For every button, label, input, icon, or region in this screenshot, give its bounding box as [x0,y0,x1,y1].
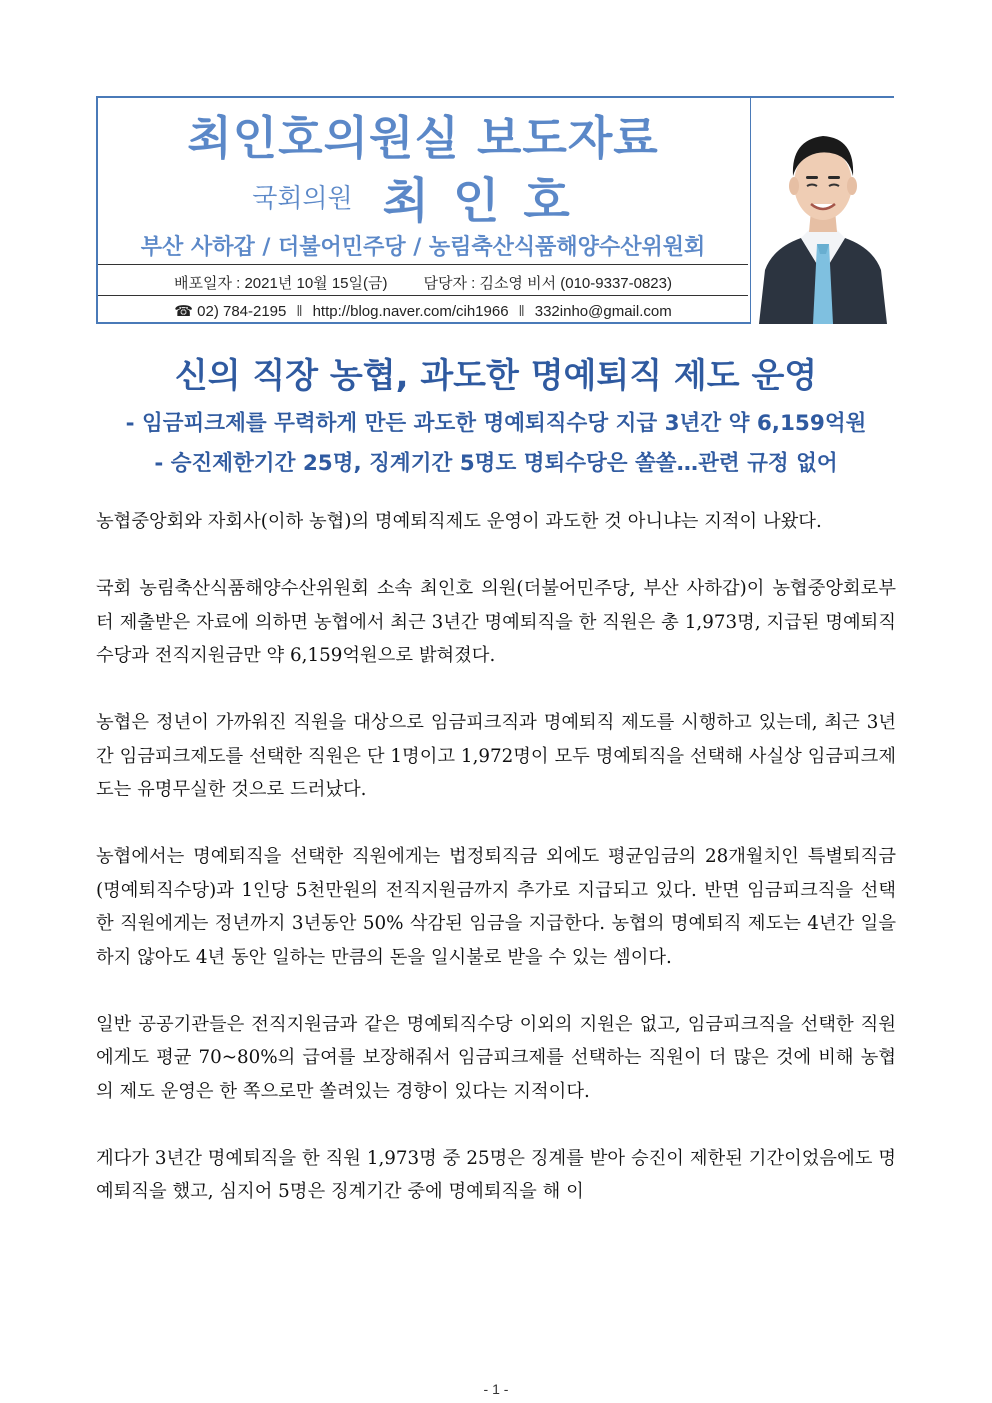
member-photo [750,98,894,324]
paragraph: 게다가 3년간 명예퇴직을 한 직원 1,973명 중 25명은 징계를 받아 승진이 제한된 기간이었음에도 명예퇴직을 했고, 심지어 5명은 징계기간 중에 명예퇴직을 해 이 [96,1147,896,1202]
headline: 신의 직장 농협, 과도한 명예퇴직 제도 운영 [174,356,818,396]
page-number: - 1 - [483,1381,509,1397]
email-link[interactable]: 332inho@gmail.com [534,303,672,320]
blog-link[interactable]: http://blog.naver.com/cih1966 [312,303,509,320]
paragraph: 일반 공공기관들은 전직지원금과 같은 명예퇴직수당 이외의 지원은 없고, 임금피크직을 선택한 직원에게도 평균 70~80%의 급여를 보장해줘서 임금피크제를 선택하는 직원이 더 많은 것에 비해 농협의 제도 운영은 한 쪽으로만 쏠려있는 경향이 있다는 지적이다. [96,1013,896,1102]
release-info [98,272,748,293]
affiliation: 부산 사하갑 / 더불어민주당 / 농림축산식품해양수산위원회 [140,235,706,260]
article-body [96,505,896,1209]
separator: ‖ [518,303,525,320]
phone: ☎ 02) 784-2195 [174,303,287,320]
divider [98,295,748,296]
separator: ‖ [296,303,303,320]
divider [98,264,748,265]
subheadline: - 임금피크제를 무력하게 만든 과도한 명예퇴직수당 지급 3년간 약 6,159억원 [125,411,867,436]
paragraph: 농협에서는 명예퇴직을 선택한 직원에게는 법정퇴직금 외에도 평균임금의 28개월치인 특별퇴직금(명예퇴직수당)과 1인당 5천만원의 전직지원금까지 추가로 지급되고 있다. 반면 임금피크직을 선택한 직원에게는 정년까지 3년동안 50% 삭감된 임금을 지급한다. 농협의 명예퇴직 제도는 4년간 일을 하지 않아도 4년 동안 일하는 만큼의 돈을 일시불로 받을 수 있는 셈이다. [96,846,896,968]
release-date: 배포일자 : 2021년 10월 15일(금) [173,275,388,292]
subheadline: - 승진제한기간 25명, 징계기간 5명도 명퇴수당은 쏠쏠…관련 규정 없어 [154,451,838,476]
office-title: 최인호의원실 보도자료 [187,111,659,165]
paragraph: 농협중앙회와 자회사(이하 농협)의 명예퇴직제도 운영이 과도한 것 아니냐는 지적이 나왔다. [96,511,822,532]
paragraph: 농협은 정년이 가까워진 직원을 대상으로 임금피크직과 명예퇴직 제도를 시행하고 있는데, 최근 3년간 임금피크제도를 선택한 직원은 단 1명이고 1,972명이 모두 명예퇴직을 선택해 사실상 임금피크제도는 유명무실한 것으로 드러났다. [96,712,896,800]
member-prefix: 국회의원 [252,184,353,214]
member-line [98,162,748,231]
paragraph: 국회 농림축산식품해양수산위원회 소속 최인호 의원(더불어민주당, 부산 사하갑)이 농협중앙회로부터 제출받은 자료에 의하면 농협에서 최근 3년간 명예퇴직을 한 직원은 총 1,973명, 지급된 명예퇴직수당과 전직지원금만 약 6,159억원으로 밝혀졌다. [96,578,896,666]
portrait-image [751,98,894,324]
contact-person: 담당자 : 김소영 비서 (010-9337-0823) [423,275,672,292]
contact-info [98,302,748,320]
press-release-header [96,96,894,324]
member-name: 최인호 [382,173,594,229]
